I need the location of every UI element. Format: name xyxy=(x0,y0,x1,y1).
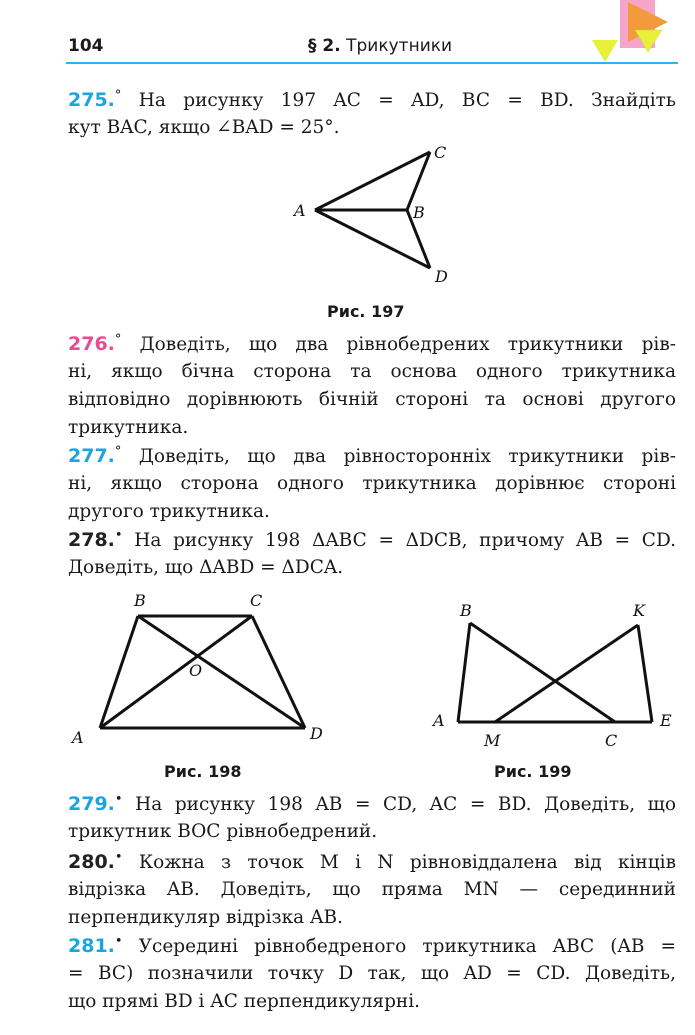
header-rule xyxy=(66,62,678,64)
figure-198 xyxy=(60,588,340,748)
label-o: O xyxy=(189,661,203,680)
problem-line: трикутник BOC рівнобедрений. xyxy=(68,821,378,842)
segment-bc xyxy=(470,623,615,722)
label-a: A xyxy=(294,201,306,220)
caption-fig197: Рис. 197 xyxy=(327,302,405,321)
problem-number: 275. xyxy=(68,89,115,111)
label-b: B xyxy=(413,203,425,222)
segment-mk xyxy=(495,625,638,722)
problem-number: 276. xyxy=(68,333,115,355)
problem-281 xyxy=(68,932,676,1016)
caption-fig198: Рис. 198 xyxy=(164,762,242,781)
problem-line xyxy=(68,848,676,876)
problem-text: На рисунку 198 AB = CD, AC = BD. Доведіть, що xyxy=(135,794,676,815)
label-c: C xyxy=(605,731,618,750)
problem-text: Доведіть, що два рівносторонніх трикутники рів- xyxy=(138,446,676,467)
problem-text: На рисунку 197 AC = AD, BC = BD. Знайдіть xyxy=(138,90,676,111)
label-b: B xyxy=(134,591,146,610)
label-k: K xyxy=(633,601,645,620)
problem-280 xyxy=(68,848,676,932)
problem-line xyxy=(68,790,676,818)
segment-ke xyxy=(638,625,652,722)
problem-275 xyxy=(68,86,676,142)
label-a: A xyxy=(433,711,445,730)
label-d: D xyxy=(435,267,448,286)
problem-text: Усередині рівнобедреного трикутника ABC (AB = xyxy=(138,936,676,957)
label-d: D xyxy=(310,724,323,743)
corner-decoration-icon xyxy=(580,0,695,70)
problem-number: 278. xyxy=(68,529,115,551)
problem-number: 281. xyxy=(68,935,115,957)
segment-ab xyxy=(100,616,138,728)
problem-text: Кожна з точок M і N рівновіддалена від кінців xyxy=(138,852,676,873)
problem-line: ні, якщо сторона одного трикутника дорівнює стороні xyxy=(68,473,676,494)
label-a: A xyxy=(72,728,84,747)
problem-line xyxy=(68,330,676,358)
difficulty-marker: ° xyxy=(114,87,122,103)
problem-279 xyxy=(68,790,676,846)
section-name: Трикутники xyxy=(346,36,453,56)
section-title xyxy=(308,36,452,56)
difficulty-marker: • xyxy=(114,849,123,865)
caption-fig199: Рис. 199 xyxy=(494,762,572,781)
problem-line: перпендикуляр відрізка AB. xyxy=(68,907,343,928)
problem-line xyxy=(68,442,676,470)
problem-line: = BC) позначили точку D так, що AD = CD. Доведіть, xyxy=(68,963,676,984)
problem-line xyxy=(68,932,676,960)
problem-number: 277. xyxy=(68,445,115,467)
difficulty-marker: • xyxy=(114,933,123,949)
problem-line: другого трикутника. xyxy=(68,501,270,522)
problem-line: ні, якщо бічна сторона та основа одного трикутника xyxy=(68,361,676,382)
difficulty-marker: ° xyxy=(114,443,122,459)
difficulty-marker: • xyxy=(114,527,123,543)
problem-278 xyxy=(68,526,676,582)
label-c: C xyxy=(434,143,447,162)
problem-line: що прямі BD і AC перпендикулярні. xyxy=(68,991,421,1012)
page-number: 104 xyxy=(68,36,104,56)
problem-line xyxy=(68,526,676,554)
problem-line: Доведіть, що ΔABD = ΔDCA. xyxy=(68,557,344,578)
label-c: C xyxy=(250,591,263,610)
problem-number: 279. xyxy=(68,793,115,815)
figure-197 xyxy=(280,140,480,290)
label-e: E xyxy=(660,711,672,730)
segment-ac xyxy=(100,616,252,728)
section-prefix: § 2. xyxy=(308,36,341,56)
problem-line xyxy=(68,86,676,114)
problem-line: відповідно дорівнюють бічній стороні та основі другого xyxy=(68,389,676,410)
segment-ac xyxy=(315,152,430,210)
problem-276 xyxy=(68,330,676,442)
problem-text: Доведіть, що два рівнобедрених трикутники рів- xyxy=(139,334,676,355)
problem-line: відрізка AB. Доведіть, що пряма MN — серединний xyxy=(68,879,676,900)
segment-ab xyxy=(458,623,470,722)
difficulty-marker: • xyxy=(114,791,123,807)
label-b: B xyxy=(460,601,472,620)
figure-199 xyxy=(420,588,690,753)
corner-yellow-small-triangle xyxy=(592,40,618,62)
problem-line: трикутника. xyxy=(68,417,189,438)
problem-line: кут BAC, якщо ∠BAD = 25°. xyxy=(68,117,340,138)
problem-277 xyxy=(68,442,676,526)
difficulty-marker: ° xyxy=(114,331,122,347)
problem-number: 280. xyxy=(68,851,115,873)
problem-text: На рисунку 198 ΔABC = ΔDCB, причому AB = CD. xyxy=(134,530,676,551)
label-m: M xyxy=(484,731,501,750)
